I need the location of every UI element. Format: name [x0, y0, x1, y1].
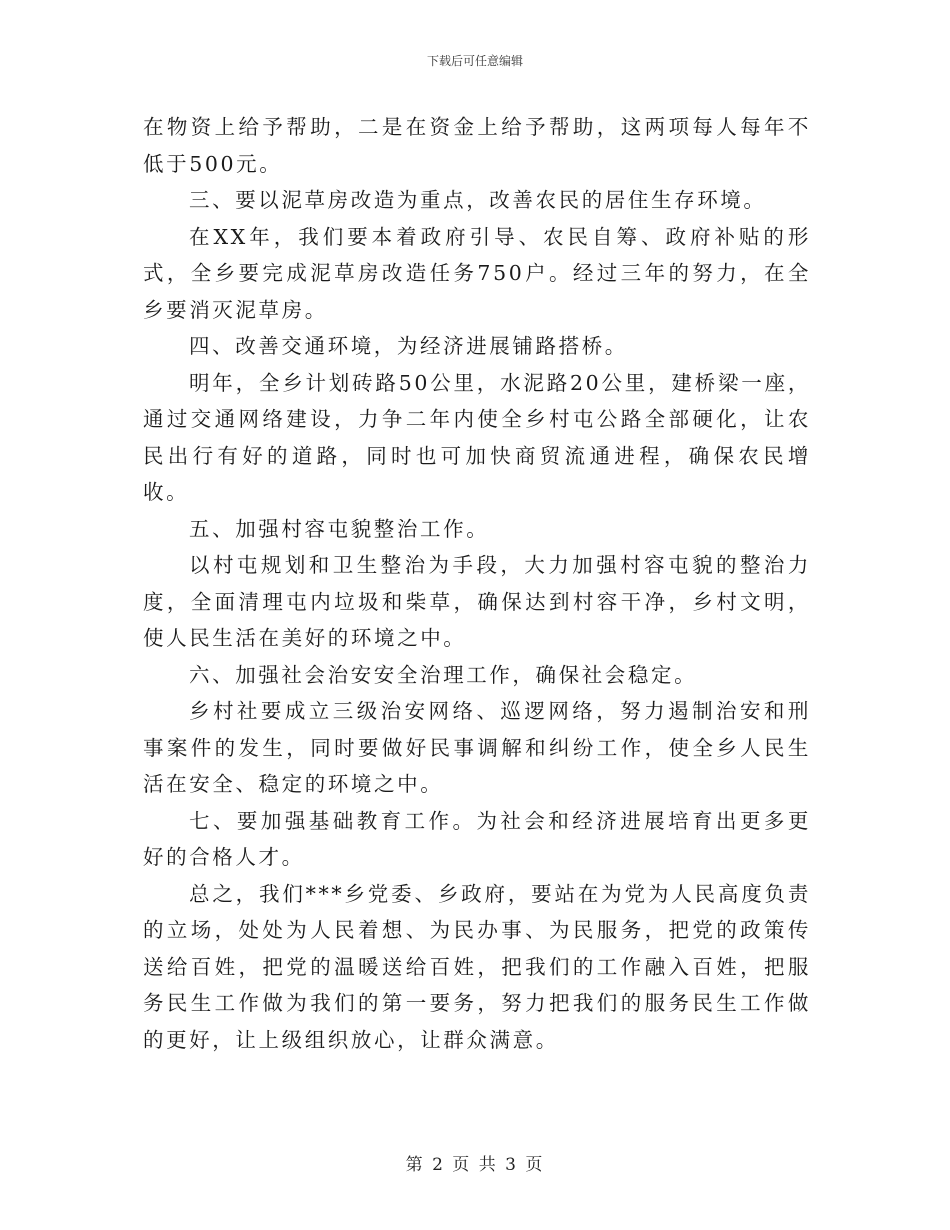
page-header: 下载后可任意编辑 [426, 54, 523, 68]
page-number: 第 2 页 共 3 页 [405, 1155, 545, 1175]
section-heading-5: 五、加强村容屯貌整治工作。 [189, 516, 490, 541]
section-heading-7: 七、要加强基础教育工作。为社会和经济进展培育出更多更好的合格人才。 [143, 808, 811, 869]
paragraph: 以村屯规划和卫生整治为手段，大力加强村容屯貌的整治力度，全面清理屯内垃圾和柴草，确保达到村容干净，乡村文明，使人民生活在美好的环境之中。 [143, 553, 811, 650]
paragraph: 乡村社要成立三级治安网络、巡逻网络，努力遏制治安和刑事案件的发生，同时要做好民事调解和纠纷工作，使全乡人民生活在安全、稳定的环境之中。 [143, 699, 811, 796]
section-heading-4: 四、改善交通环境，为经济进展铺路搭桥。 [189, 334, 628, 358]
paragraph-continuation: 在物资上给予帮助，二是在资金上给予帮助，这两项每人每年不低于500元。 [143, 115, 811, 176]
document-body [143, 109, 811, 1058]
page-footer [0, 1154, 950, 1176]
section-heading-6: 六、加强社会治安安全治理工作，确保社会稳定。 [189, 662, 698, 687]
paragraph: 在XX年，我们要本着政府引导、农民自筹、政府补贴的形式，全乡要完成泥草房改造任务750户。经过三年的努力，在全乡要消灭泥草房。 [143, 224, 811, 322]
conclusion-paragraph: 总之，我们***乡党委、乡政府，要站在为党为人民高度负责的立场，处处为人民着想、为民办事、为民服务，把党的政策传送给百姓，把党的温暖送给百姓，把我们的工作融入百姓，把服务民生工作做为我们的第一要务，努力把我们的服务民生工作做的更好，让上级组织放心，让群众满意。 [143, 881, 811, 1052]
paragraph: 明年，全乡计划砖路50公里，水泥路20公里，建桥梁一座，通过交通网络建设，力争二年内使全乡村屯公路全部硬化，让农民出行有好的道路，同时也可加快商贸流通进程，确保农民增收。 [143, 370, 811, 504]
section-heading-3: 三、要以泥草房改造为重点，改善农民的居住生存环境。 [189, 188, 767, 212]
